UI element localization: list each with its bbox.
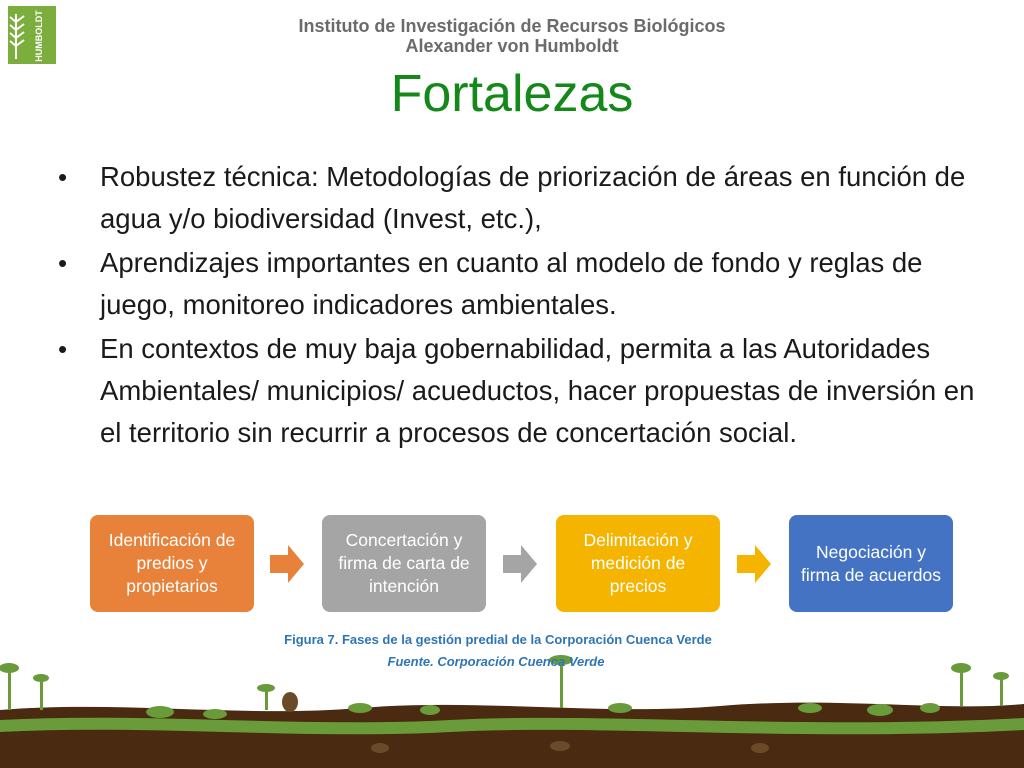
process-step-concertacion: Concertación y firma de carta de intención (322, 515, 486, 612)
process-step-negociacion: Negociación y firma de acuerdos (789, 515, 953, 612)
bullet-text: Aprendizajes importantes en cuanto al modelo de fondo y reglas de juego, monitoreo indicadores ambientales. (100, 247, 923, 320)
process-step-identificacion: Identificación de predios y propietarios (90, 515, 254, 612)
bullet-item (58, 156, 978, 240)
institute-name (0, 16, 1024, 56)
bullet-item (58, 328, 978, 454)
process-step-delimitacion: Delimitación y medición de precios (556, 515, 720, 612)
logo-text: HUMBOLDT (34, 10, 44, 62)
arrow-right-icon (737, 545, 771, 583)
institute-line-2: Alexander von Humboldt (405, 36, 619, 56)
arrow-right-icon (270, 545, 304, 583)
bullet-icon: • (58, 334, 68, 364)
bullet-item (58, 242, 978, 326)
bullet-text: En contextos de muy baja gobernabilidad, permita a las Autoridades Ambientales/ municipios/ acueductos, hacer propuestas de inversión en el territorio sin recurrir a procesos de concertación social. (100, 333, 975, 448)
figure-source: Fuente. Corporación Cuenca Verde (387, 654, 605, 669)
arrow-right-icon (503, 545, 537, 583)
institute-line-1: Instituto de Investigación de Recursos Biológicos (298, 16, 726, 36)
bullet-text: Robustez técnica: Metodologías de priorización de áreas en función de agua y/o biodiversidad (Invest, etc.), (100, 161, 966, 234)
slide-title: Fortalezas (390, 65, 634, 123)
bullet-icon: • (58, 248, 68, 278)
bullet-icon: • (58, 162, 68, 192)
figure-caption: Figura 7. Fases de la gestión predial de la Corporación Cuenca Verde (284, 632, 712, 647)
bullet-list (58, 156, 978, 456)
